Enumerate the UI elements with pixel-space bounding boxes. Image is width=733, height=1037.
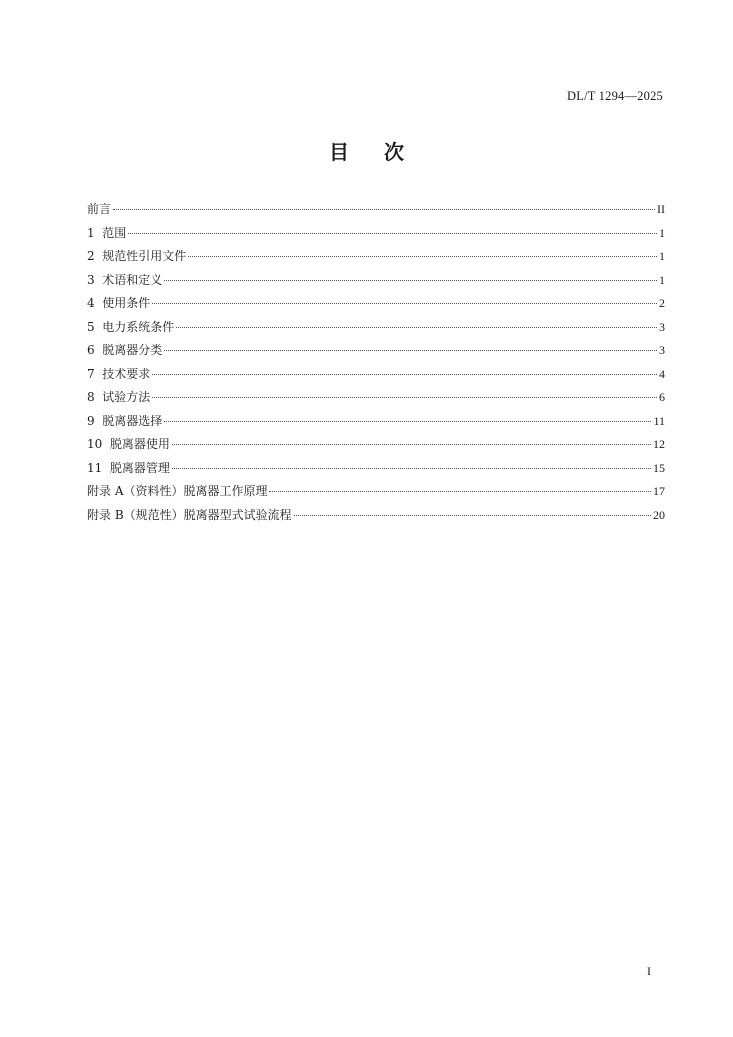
toc-entry[interactable] xyxy=(87,365,665,389)
toc-entry[interactable] xyxy=(87,224,665,248)
toc-entry-label: 7 技术要求 xyxy=(87,366,151,381)
toc-entry-page: 3 xyxy=(659,319,665,334)
toc-entry-label: 4 使用条件 xyxy=(87,296,151,310)
toc-entry-label: 附录 A（资料性）脱离器工作原理 xyxy=(87,484,268,498)
toc-entry-page: 11 xyxy=(653,413,665,428)
toc-entry-page: 20 xyxy=(653,507,665,522)
toc-entry[interactable] xyxy=(87,271,665,295)
toc-entry-label: 3 术语和定义 xyxy=(87,272,163,287)
toc-leader-dots xyxy=(269,491,651,492)
toc-entry[interactable] xyxy=(87,435,665,459)
toc-leader-dots xyxy=(152,303,657,304)
toc-entry-label: 1 范围 xyxy=(87,225,127,240)
toc-leader-dots xyxy=(152,374,657,375)
toc-leader-dots xyxy=(164,421,651,422)
toc-entry[interactable] xyxy=(87,482,665,506)
toc-entry-label: 11 脱离器管理 xyxy=(87,460,170,475)
toc-entry[interactable] xyxy=(87,341,665,365)
page-title: 目 次 xyxy=(329,140,418,164)
toc-leader-dots xyxy=(188,256,657,257)
page-number: I xyxy=(647,964,651,978)
toc-entry-label: 6 脱离器分类 xyxy=(87,343,163,357)
table-of-contents xyxy=(87,200,665,529)
toc-entry-page: 1 xyxy=(659,225,665,240)
toc-entry-page: 2 xyxy=(659,296,665,310)
toc-entry[interactable] xyxy=(87,459,665,483)
toc-entry-page: 1 xyxy=(659,272,665,287)
toc-leader-dots xyxy=(128,233,657,234)
toc-entry-label: 9 脱离器选择 xyxy=(87,413,163,428)
toc-leader-dots xyxy=(172,444,651,445)
toc-entry-label: 10 脱离器使用 xyxy=(87,437,170,451)
toc-leader-dots xyxy=(113,209,655,210)
toc-leader-dots xyxy=(164,350,657,351)
toc-entry-label: 8 试验方法 xyxy=(87,390,151,404)
toc-leader-dots xyxy=(294,515,651,516)
toc-entry-page: 17 xyxy=(653,484,665,498)
toc-entry-page: 3 xyxy=(659,343,665,357)
toc-entry[interactable] xyxy=(87,247,665,271)
toc-leader-dots xyxy=(152,397,657,398)
toc-entry-page: II xyxy=(657,202,665,216)
toc-entry-page: 4 xyxy=(659,366,665,381)
toc-entry[interactable] xyxy=(87,506,665,530)
toc-entry[interactable] xyxy=(87,318,665,342)
toc-entry[interactable] xyxy=(87,388,665,412)
toc-entry-label: 前言 xyxy=(87,202,112,216)
toc-leader-dots xyxy=(172,468,651,469)
toc-entry-label: 附录 B（规范性）脱离器型式试验流程 xyxy=(87,507,292,522)
toc-entry-page: 12 xyxy=(653,437,665,451)
toc-leader-dots xyxy=(164,280,657,281)
toc-entry[interactable] xyxy=(87,200,665,224)
toc-entry-page: 6 xyxy=(659,390,665,404)
toc-entry[interactable] xyxy=(87,294,665,318)
toc-leader-dots xyxy=(176,327,657,328)
toc-entry-label: 2 规范性引用文件 xyxy=(87,249,187,263)
toc-entry[interactable] xyxy=(87,412,665,436)
toc-entry-page: 1 xyxy=(659,249,665,263)
toc-entry-page: 15 xyxy=(653,460,665,475)
toc-entry-label: 5 电力系统条件 xyxy=(87,319,175,334)
document-code: DL/T 1294—2025 xyxy=(567,89,663,103)
